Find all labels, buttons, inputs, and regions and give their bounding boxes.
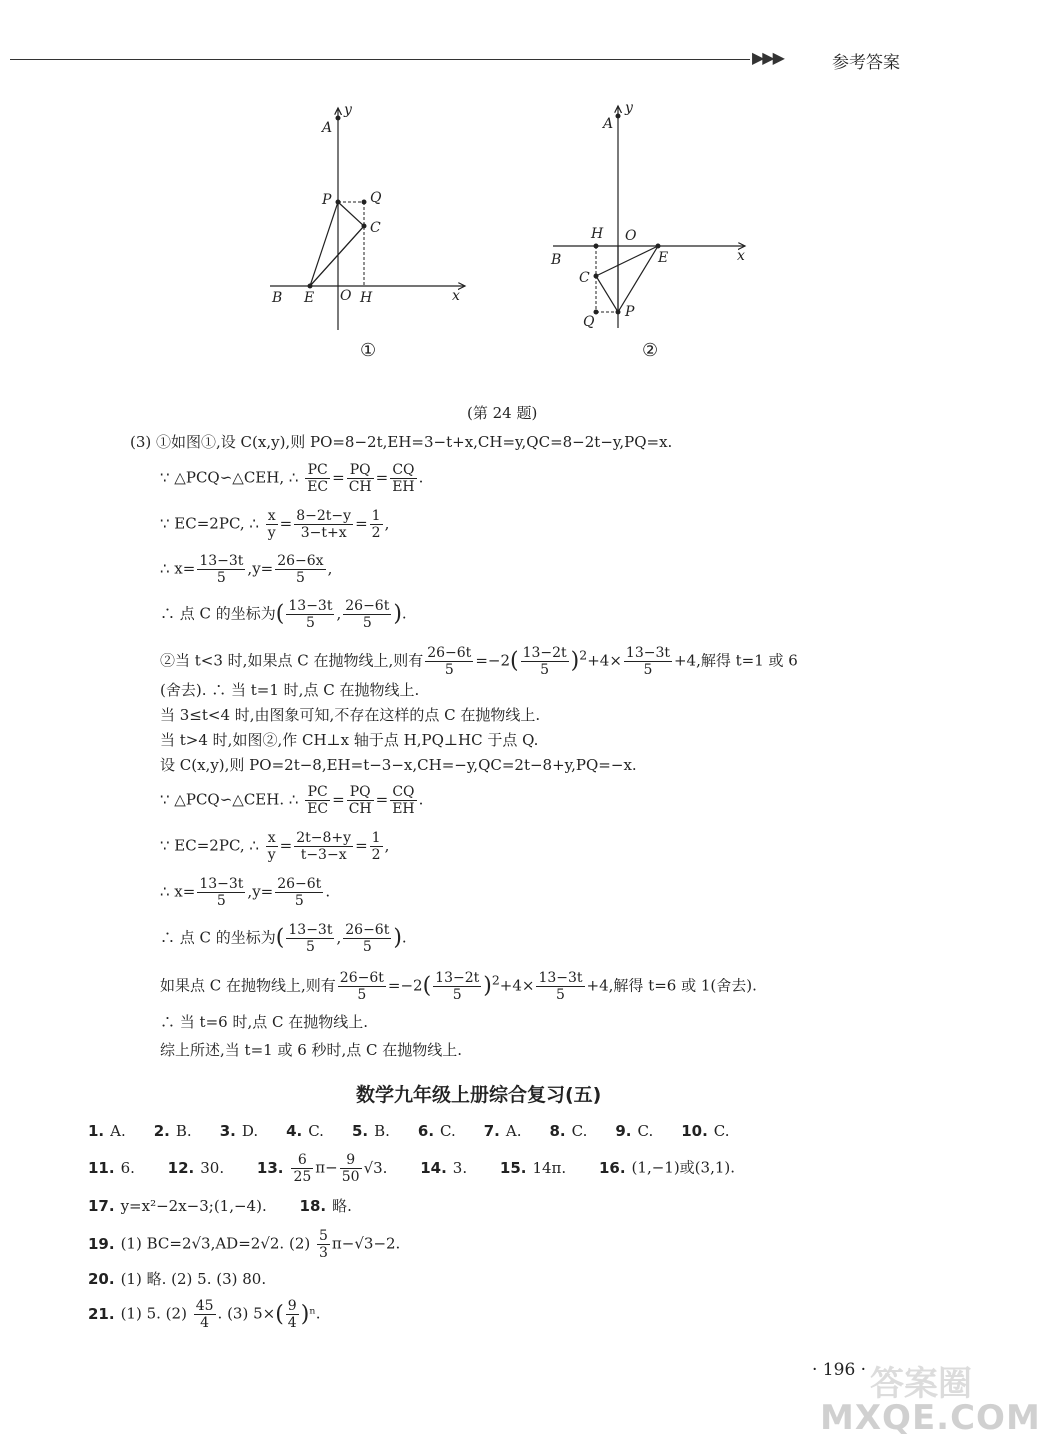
answer-part: ⁿ. <box>309 1304 321 1323</box>
fraction <box>194 1298 216 1331</box>
solution-line-11-text: ∵ △PCQ∽△CEH. ∴ <box>160 790 299 809</box>
numerator: 26−6t <box>345 598 390 614</box>
fraction <box>370 830 383 863</box>
answer: (1) 略. (2) 5. (3) 80. <box>120 1270 267 1288</box>
figure-1-label: ① <box>360 340 377 361</box>
numerator: x <box>266 508 278 525</box>
denominator: 4 <box>200 1315 210 1331</box>
numerator: CQ <box>390 784 416 801</box>
fraction <box>343 598 391 631</box>
fraction <box>536 970 584 1003</box>
figure-2-label: ② <box>642 340 659 361</box>
point-label-C: C <box>370 220 381 236</box>
point-label-B: B <box>551 252 562 268</box>
fraction <box>286 1298 299 1331</box>
solution-line-15-text: 如果点 C 在抛物线上,则有 <box>160 976 336 995</box>
answer: 14π. <box>532 1158 567 1177</box>
numerator: 13−2t <box>522 645 567 661</box>
denominator: CH <box>348 479 372 495</box>
numerator: CQ <box>390 462 416 479</box>
point-label-B: B <box>272 290 283 306</box>
question-number: 3. <box>219 1122 236 1140</box>
answer: C. <box>571 1122 588 1140</box>
solution-line-7: (舍去). ∴ 当 t=1 时,点 C 在抛物线上. <box>160 681 420 699</box>
denominator: 50 <box>341 1169 360 1185</box>
solution-line-15: 如果点 C 在抛物线上,则有 $\frac{26-6t}{5}$ =−2( $\frac{13-2t}{5}$ )$^2$+4× $\frac{13-3t}{5}$ +4,解得 t=6 或 1(舍去). <box>160 970 757 1003</box>
fraction <box>286 922 334 955</box>
denominator: EC <box>307 479 329 495</box>
fraction <box>305 784 330 817</box>
numerator: 5 <box>319 1228 328 1244</box>
solution-line-17: 综上所述,当 t=1 或 6 秒时,点 C 在抛物线上. <box>160 1041 463 1059</box>
numerator: PQ <box>347 462 374 479</box>
question-number: 15. <box>499 1158 527 1177</box>
axis-label-x: x <box>737 248 745 264</box>
point-label-O: O <box>625 228 637 244</box>
answer: A. <box>505 1122 522 1140</box>
answer: 30. <box>200 1158 225 1177</box>
solution-line-5: ∴ 点 C 的坐标为( $\frac{13-3t}{5}$ , $\frac{26-6t}{5}$ ). <box>160 598 407 631</box>
fraction <box>317 1228 330 1261</box>
point-label-A: A <box>603 116 614 132</box>
answer: D. <box>241 1122 259 1140</box>
numerator: 26−6x <box>277 553 324 569</box>
answer: y=x²−2x−3;(1,−4). <box>120 1197 267 1215</box>
fraction <box>347 784 374 817</box>
point-label-E: E <box>304 290 315 306</box>
solution-line-15-end: +4,解得 t=6 或 1(舍去). <box>586 976 757 995</box>
solution-line-12: ∵ EC=2PC, ∴ $\frac{x}{y}$ = $\frac{2t-8+y}{t-3-x}$ = $\frac{1}{2}$ , <box>160 830 390 863</box>
numerator: 1 <box>371 830 381 846</box>
point-label-H: H <box>591 226 604 242</box>
point-label-C: C <box>579 270 590 286</box>
fraction <box>294 830 353 863</box>
answer: C. <box>713 1122 730 1140</box>
watermark-text: MXQE.COM <box>820 1398 1041 1438</box>
question-number: 12. <box>167 1158 195 1177</box>
numerator: 1 <box>371 508 381 524</box>
solution-line-3-text: ∵ EC=2PC, ∴ <box>160 514 259 533</box>
solution-line-6-mid: =−2 <box>475 651 510 670</box>
question-number: 5. <box>351 1122 369 1140</box>
denominator: 5 <box>444 662 454 678</box>
denominator: 4 <box>287 1315 297 1331</box>
fraction <box>370 508 383 541</box>
denominator: 2 <box>371 847 381 863</box>
solution-line-3: ∵ EC=2PC, ∴ $\frac{x}{y}$ = $\frac{8-2t-y}{3-t+x}$ = $\frac{1}{2}$ , <box>160 508 390 541</box>
page-number: · 196 · <box>812 1360 867 1380</box>
fraction <box>343 922 391 955</box>
point-label-E: E <box>658 250 669 266</box>
numerator: 26−6t <box>427 645 472 661</box>
solution-line-13: ∴ x= $\frac{13-3t}{5}$ ,y= $\frac{26-6t}{5}$ . <box>160 876 331 909</box>
solution-line-12-text: ∵ EC=2PC, ∴ <box>160 836 259 855</box>
fraction <box>197 876 245 909</box>
axis-label-y: y <box>344 102 352 118</box>
figure-1 <box>260 100 480 340</box>
denominator: 5 <box>362 615 372 631</box>
question-number: 4. <box>286 1122 303 1140</box>
numerator: x <box>266 830 278 847</box>
question-number: 13. <box>256 1158 284 1177</box>
fraction <box>521 645 569 678</box>
fraction <box>624 645 672 678</box>
solution-line-2: ∵ △PCQ∽△CEH, ∴ $\frac{PC}{EC}$ = $\frac{PQ}{CH}$ = $\frac{CQ}{EH}$ . <box>160 462 424 495</box>
section-title: 数学九年级上册综合复习(五) <box>356 1084 602 1106</box>
solution-line-2-text: ∵ △PCQ∽△CEH, ∴ <box>160 468 299 487</box>
question-number: 2. <box>153 1122 170 1140</box>
question-number: 1. <box>88 1122 105 1140</box>
denominator: 5 <box>216 893 226 909</box>
answers-row-6: 21. (1) 5. (2) $\frac{45}{4}$ . (3) 5×( $\frac{9}{4}$ )ⁿ. <box>88 1298 321 1331</box>
numerator: 9 <box>287 1298 297 1314</box>
answer: 略. <box>332 1197 352 1215</box>
question-number: 17. <box>88 1197 115 1215</box>
fraction <box>433 970 481 1003</box>
solution-line-14-text: ∴ 点 C 的坐标为 <box>160 928 276 947</box>
answer: C. <box>637 1122 654 1140</box>
numerator: 13−3t <box>199 876 244 892</box>
denominator: EH <box>392 479 415 495</box>
answer-part: π−√3−2. <box>331 1234 401 1253</box>
solution-line-6-text: ②当 t<3 时,如果点 C 在抛物线上,则有 <box>160 651 424 670</box>
denominator: 2 <box>371 525 381 541</box>
question-number: 19. <box>88 1234 115 1253</box>
numerator: 13−3t <box>538 970 583 986</box>
question-number: 7. <box>483 1122 500 1140</box>
answers-row-3 <box>88 1195 352 1216</box>
denominator: EC <box>307 801 329 817</box>
fraction <box>275 876 323 909</box>
point-label-O: O <box>340 288 352 304</box>
numerator: 9 <box>340 1152 362 1169</box>
figure-2-diagram <box>545 100 765 340</box>
fraction <box>425 645 473 678</box>
header-rule <box>10 59 750 60</box>
numerator: 8−2t−y <box>296 508 352 524</box>
denominator: 5 <box>357 987 367 1003</box>
fraction <box>390 462 416 495</box>
point-label-Q: Q <box>583 314 595 330</box>
numerator: 45 <box>195 1298 214 1314</box>
solution-line-5-text: ∴ 点 C 的坐标为 <box>160 604 276 623</box>
numerator: PC <box>305 784 330 801</box>
answer-part: . (3) 5× <box>217 1304 276 1323</box>
numerator: 13−3t <box>199 553 244 569</box>
answer-part: π− <box>315 1158 338 1177</box>
denominator: y <box>267 525 276 541</box>
question-number: 14. <box>420 1158 447 1177</box>
numerator: PC <box>305 462 330 479</box>
answer: 6. <box>120 1158 135 1177</box>
fraction <box>266 830 278 863</box>
denominator: 5 <box>643 662 653 678</box>
solution-line-10: 设 C(x,y),则 PO=2t−8,EH=t−3−x,CH=−y,QC=2t−8+y,PQ=−x. <box>160 756 637 774</box>
solution-line-13-text: ∴ x= <box>160 882 196 901</box>
question-number: 6. <box>417 1122 435 1140</box>
denominator: EH <box>392 801 415 817</box>
question-number: 11. <box>88 1158 115 1177</box>
fraction <box>340 1152 362 1185</box>
fraction <box>347 462 374 495</box>
figure-2 <box>545 100 765 340</box>
solution-line-16: ∴ 当 t=6 时,点 C 在抛物线上. <box>160 1013 368 1031</box>
denominator: 3 <box>319 1245 328 1261</box>
numerator: 13−3t <box>625 645 670 661</box>
fraction <box>338 970 386 1003</box>
answer-part: √3. <box>363 1158 388 1177</box>
denominator: CH <box>348 801 372 817</box>
numerator: 26−6t <box>339 970 384 986</box>
question-number: 18. <box>299 1197 327 1215</box>
denominator: 5 <box>556 987 565 1003</box>
solution-line-1: (3) ①如图①,设 C(x,y),则 PO=8−2t,EH=3−t+x,CH=y,QC=8−2t−y,PQ=x. <box>130 433 673 451</box>
answer: 3. <box>452 1158 468 1177</box>
numerator: 13−3t <box>288 922 333 938</box>
header-title: 参考答案 <box>832 53 900 73</box>
point-label-P: P <box>322 192 332 208</box>
header-arrows: ▶▶▶ <box>752 48 783 67</box>
denominator: 5 <box>362 939 372 955</box>
axis-label-y: y <box>625 100 633 116</box>
question-number: 20. <box>88 1270 115 1288</box>
point-label-A: A <box>322 120 333 136</box>
denominator: 5 <box>294 893 304 909</box>
numerator: 13−2t <box>435 970 480 986</box>
solution-line-4: ∴ x= $\frac{13-3t}{5}$ ,y= $\frac{26-6x}{5}$ , <box>160 553 333 586</box>
axis-label-x: x <box>452 288 460 304</box>
answers-row-2 <box>88 1152 735 1185</box>
figure-caption: (第 24 题) <box>467 404 538 422</box>
solution-line-11: ∵ △PCQ∽△CEH. ∴ $\frac{PC}{EC}$ = $\frac{PQ}{CH}$ = $\frac{CQ}{EH}$ . <box>160 784 424 817</box>
fraction <box>291 1152 313 1185</box>
answer: B. <box>175 1122 192 1140</box>
answer: C. <box>308 1122 324 1140</box>
answer-part: (1) 5. (2) <box>120 1304 187 1323</box>
solution-line-8: 当 3≤t<4 时,由图象可知,不存在这样的点 C 在抛物线上. <box>160 706 541 724</box>
denominator: 5 <box>216 570 226 586</box>
denominator: 5 <box>295 570 305 586</box>
solution-line-6-mid2: +4× <box>587 651 622 670</box>
numerator: 26−6t <box>345 922 390 938</box>
numerator: 26−6t <box>277 876 322 892</box>
question-number: 21. <box>88 1304 115 1323</box>
denominator: t−3−x <box>300 847 347 863</box>
denominator: 3−t+x <box>300 525 347 541</box>
numerator: PQ <box>347 784 374 801</box>
answers-row-4 <box>88 1228 400 1261</box>
solution-line-6: ②当 t<3 时,如果点 C 在抛物线上,则有 $\frac{26-6t}{5}$ =−2( $\frac{13-2t}{5}$ )$^2$+4× $\frac{13-3t}{5}$ +4,解得 t=1 或 6 <box>160 645 798 678</box>
solution-line-4-text: ∴ x= <box>160 559 196 578</box>
answers-row-5 <box>88 1268 266 1289</box>
fraction <box>275 553 325 586</box>
answer: B. <box>374 1122 390 1140</box>
denominator: 5 <box>305 939 315 955</box>
answer-part: (1) BC=2√3,AD=2√2. (2) <box>120 1234 311 1253</box>
point-label-P: P <box>625 304 635 320</box>
denominator: 5 <box>305 615 315 631</box>
numerator: 6 <box>291 1152 313 1169</box>
solution-line-9: 当 t>4 时,如图②,作 CH⊥x 轴于点 H,PQ⊥HC 于点 Q. <box>160 731 539 749</box>
fraction <box>197 553 245 586</box>
fraction <box>294 508 353 541</box>
solution-line-6-end: +4,解得 t=1 或 6 <box>673 651 798 670</box>
numerator: 2t−8+y <box>296 830 352 846</box>
answer: (1,−1)或(3,1). <box>631 1158 736 1177</box>
point-label-H: H <box>360 290 373 306</box>
solution-line-4-mid: ,y= <box>247 559 274 578</box>
question-number: 9. <box>615 1122 632 1140</box>
answers-row-1 <box>88 1122 758 1140</box>
question-number: 16. <box>598 1158 626 1177</box>
point-label-Q: Q <box>370 190 382 206</box>
answer: A. <box>110 1122 126 1140</box>
fraction <box>286 598 334 631</box>
question-number: 10. <box>681 1122 708 1140</box>
solution-line-13-mid: ,y= <box>247 882 274 901</box>
denominator: 5 <box>540 662 550 678</box>
solution-line-14: ∴ 点 C 的坐标为( $\frac{13-3t}{5}$ , $\frac{26-6t}{5}$ ). <box>160 922 407 955</box>
denominator: y <box>267 847 276 863</box>
fraction <box>305 462 330 495</box>
denominator: 5 <box>452 987 462 1003</box>
solution-line-15-mid: =−2 <box>387 976 423 995</box>
solution-line-15-mid2: +4× <box>499 976 535 995</box>
numerator: 13−3t <box>288 598 333 614</box>
fraction <box>390 784 416 817</box>
watermark-logo: 答案圈 <box>870 1364 972 1404</box>
denominator: 25 <box>293 1169 312 1185</box>
fraction <box>266 508 278 541</box>
question-number: 8. <box>549 1122 566 1140</box>
answer: C. <box>440 1122 456 1140</box>
